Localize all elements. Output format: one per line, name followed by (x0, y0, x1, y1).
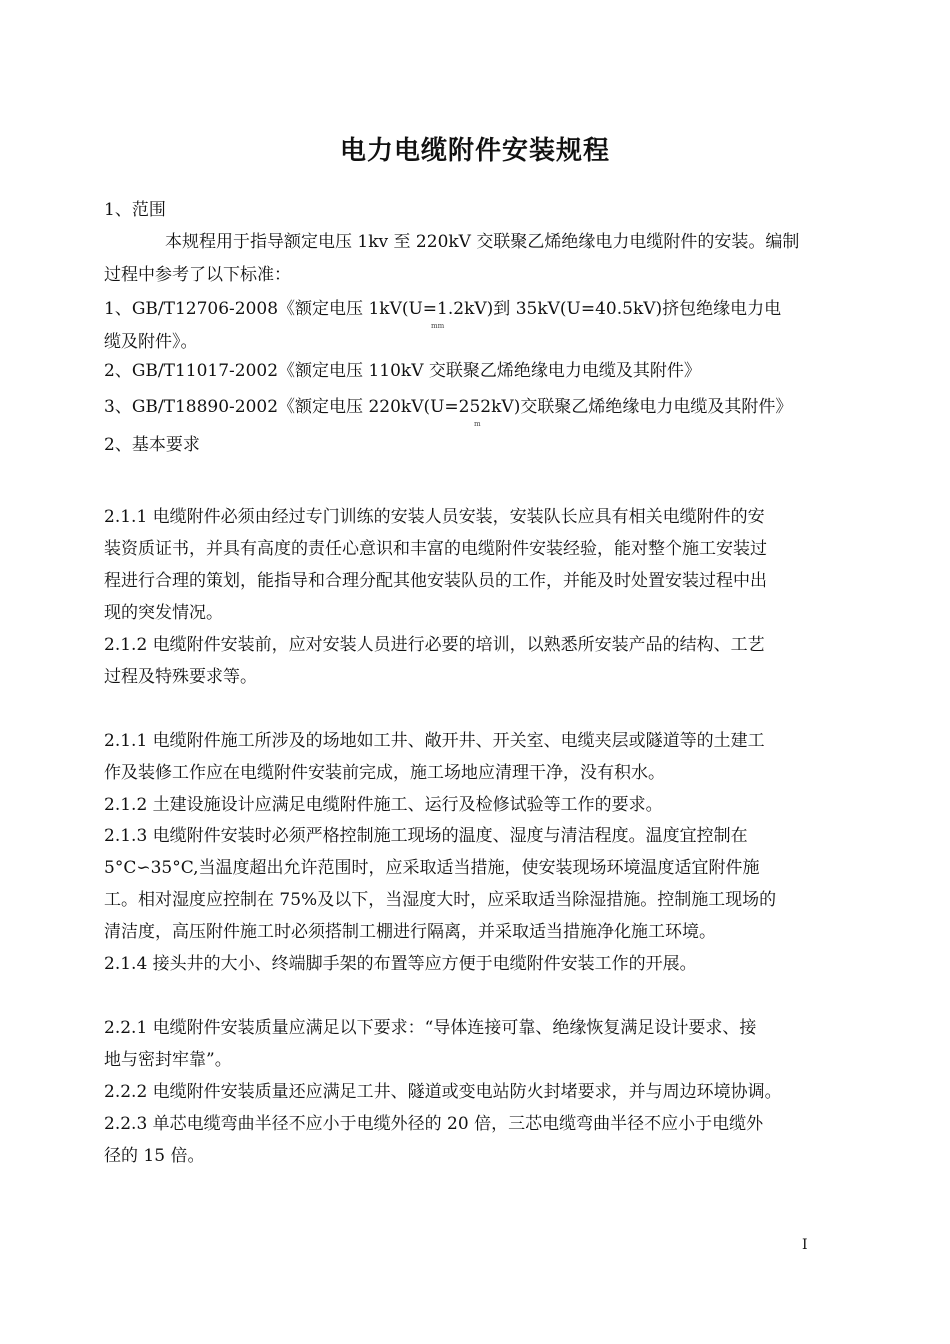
reference-item-2: 2、GB/T11017-2002《额定电压 110kV 交联聚乙烯绝缘电力电缆及其附件》 (104, 361, 701, 381)
paragraph-line: 地与密封牢靠”。 (104, 1050, 232, 1070)
paragraph-line: 程进行合理的策划，能指导和合理分配其他安装队员的工作，并能及时处置安装过程中出 (104, 571, 767, 591)
subscript-mark: mm (431, 322, 445, 330)
section-heading-scope: 1、范围 (104, 200, 166, 220)
paragraph-line: 过程及特殊要求等。 (104, 667, 257, 687)
paragraph-line: 作及装修工作应在电缆附件安装前完成，施工场地应清理干净，没有积水。 (104, 763, 665, 783)
paragraph-line: 2.1.2 电缆附件安装前，应对安装人员进行必要的培训，以熟悉所安装产品的结构、工艺 (104, 635, 765, 655)
page-number: I (802, 1237, 808, 1253)
paragraph-line: 5°C∽35°C,当温度超出允许范围时，应采取适当措施，使安装现场环境温度适宜附件施 (104, 858, 760, 878)
reference-item-1: 1、GB/T12706-2008《额定电压 1kV(U=1.2kV)到 35kV(U=40.5kV)挤包绝缘电力电 (104, 299, 782, 319)
paragraph-line: 2.1.1 电缆附件必须由经过专门训练的安装人员安装，安装队长应具有相关电缆附件的安 (104, 507, 765, 527)
scope-paragraph-line: 本规程用于指导额定电压 1kv 至 220kV 交联聚乙烯绝缘电力电缆附件的安装。编制 (165, 232, 800, 252)
scope-paragraph-line: 过程中参考了以下标准： (104, 265, 291, 285)
paragraph-line: 2.1.1 电缆附件施工所涉及的场地如工井、敞开井、开关室、电缆夹层或隧道等的土建工 (104, 731, 765, 751)
paragraph-line: 现的突发情况。 (104, 603, 223, 623)
paragraph-line: 工。相对湿度应控制在 75%及以下，当湿度大时，应采取适当除湿措施。控制施工现场的 (104, 890, 777, 910)
section-heading-requirements: 2、基本要求 (104, 435, 200, 455)
subscript-mark: m (474, 420, 481, 428)
paragraph-line: 2.1.2 土建设施设计应满足电缆附件施工、运行及检修试验等工作的要求。 (104, 795, 663, 815)
paragraph-line: 2.1.4 接头井的大小、终端脚手架的布置等应方便于电缆附件安装工作的开展。 (104, 954, 697, 974)
paragraph-line: 2.2.3 单芯电缆弯曲半径不应小于电缆外径的 20 倍，三芯电缆弯曲半径不应小于电缆外 (104, 1114, 764, 1134)
paragraph-line: 径的 15 倍。 (104, 1146, 205, 1166)
paragraph-line: 装资质证书，并具有高度的责任心意识和丰富的电缆附件安装经验，能对整个施工安装过 (104, 539, 767, 559)
reference-item-3: 3、GB/T18890-2002《额定电压 220kV(U=252kV)交联聚乙烯绝缘电力电缆及其附件》 (104, 397, 793, 417)
paragraph-line: 清洁度，高压附件施工时必须搭制工棚进行隔离，并采取适当措施净化施工环境。 (104, 922, 716, 942)
document-title: 电力电缆附件安装规程 (339, 136, 610, 166)
paragraph-line: 2.1.3 电缆附件安装时必须严格控制施工现场的温度、湿度与清洁程度。温度宜控制在 (104, 826, 748, 846)
paragraph-line: 2.2.1 电缆附件安装质量应满足以下要求：“导体连接可靠、绝缘恢复满足设计要求、接 (104, 1018, 757, 1038)
paragraph-line: 2.2.2 电缆附件安装质量还应满足工井、隧道或变电站防火封堵要求，并与周边环境协调。 (104, 1082, 782, 1102)
reference-item-1-continued: 缆及附件》。 (104, 332, 198, 352)
